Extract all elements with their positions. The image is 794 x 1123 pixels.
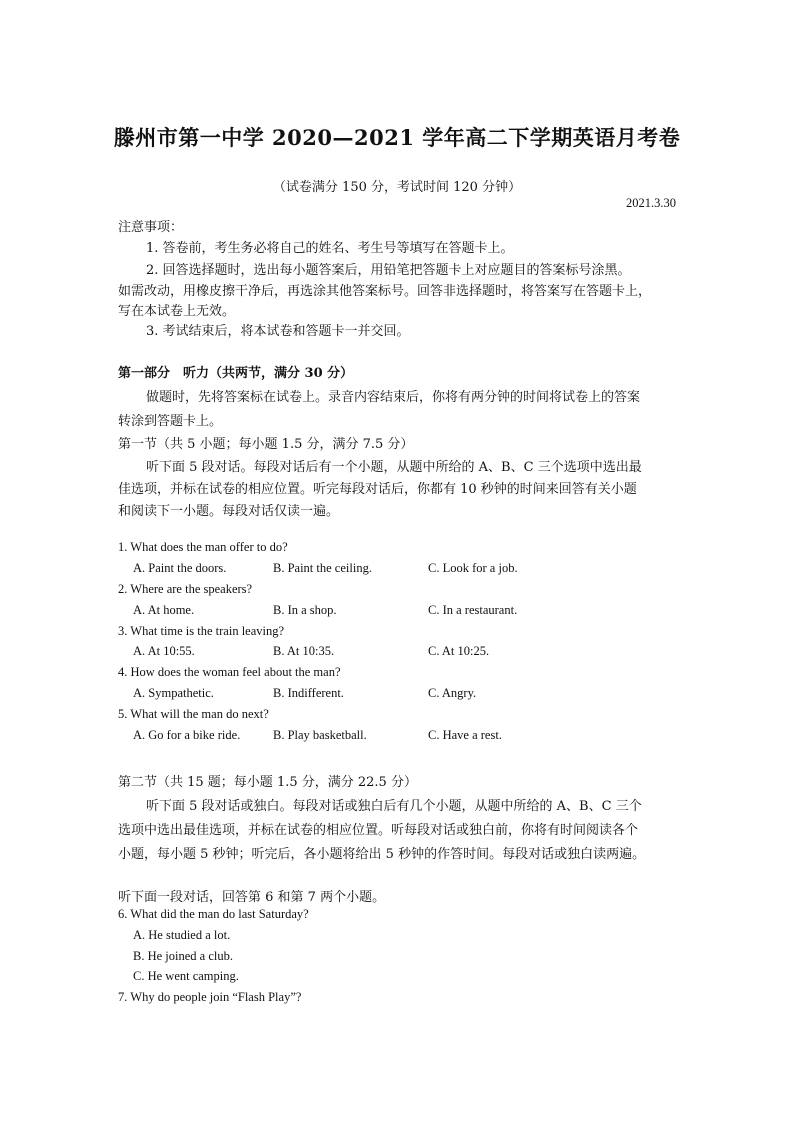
part1-heading: 第一部分 听力（共两节，满分 30 分） (118, 366, 354, 381)
question-6: 6. What did the man do last Saturday? (118, 907, 309, 921)
question-7: 7. Why do people join “Flash Play”? (118, 990, 302, 1004)
question-6-option-b: B. He joined a club. (133, 949, 233, 963)
notes-item-3: 3. 考试结束后，将本试卷和答题卡一并交回。 (146, 324, 410, 339)
section1-intro-line2: 佳选项，并标在试卷的相应位置。听完每段对话后，你都有 10 秒钟的时间来回答有关小题 (118, 482, 637, 497)
exam-date: 2021.3.30 (626, 196, 676, 210)
question-4: 4. How does the woman feel about the man? (118, 665, 341, 679)
question-3-option-c: C. At 10:25. (428, 644, 490, 658)
section1-heading: 第一节（共 5 小题；每小题 1.5 分，满分 7.5 分） (118, 437, 414, 452)
question-6-option-a: A. He studied a lot. (133, 928, 231, 942)
question-1-option-c: C. Look for a job. (428, 561, 518, 575)
part1-intro-line1: 做题时，先将答案标在试卷上。录音内容结束后，你将有两分钟的时间将试卷上的答案 (146, 390, 641, 405)
section2-heading: 第二节（共 15 题；每小题 1.5 分，满分 22.5 分） (118, 775, 417, 790)
notes-item-1: 1. 答卷前，考生务必将自己的姓名、考生号等填写在答题卡上。 (146, 241, 514, 256)
section2-intro-line1: 听下面 5 段对话或独白。每段对话或独白后有几个小题，从题中所给的 A、B、C 三个 (146, 799, 642, 814)
question-2: 2. Where are the speakers? (118, 582, 253, 596)
group-intro-6-7: 听下面一段对话，回答第 6 和第 7 两个小题。 (118, 890, 386, 905)
exam-title: 滕州市第一中学 2020—2021 学年高二下学期英语月考卷 (113, 125, 681, 150)
question-6-option-c: C. He went camping. (133, 969, 239, 983)
question-4-option-b: B. Indifferent. (273, 686, 344, 700)
question-3: 3. What time is the train leaving? (118, 624, 285, 638)
section2-intro-line3: 小题，每小题 5 秒钟；听完后，各小题将给出 5 秒钟的作答时间。每段对话或独白读两遍。 (118, 847, 646, 862)
question-1-option-a: A. Paint the doors. (133, 561, 227, 575)
question-1: 1. What does the man offer to do? (118, 540, 288, 554)
question-5-option-c: C. Have a rest. (428, 728, 502, 742)
question-3-option-b: B. At 10:35. (273, 644, 335, 658)
section1-intro-line1: 听下面 5 段对话。每段对话后有一个小题，从题中所给的 A、B、C 三个选项中选出最 (146, 460, 642, 475)
question-2-option-b: B. In a shop. (273, 603, 337, 617)
question-4-option-c: C. Angry. (428, 686, 477, 700)
question-5: 5. What will the man do next? (118, 707, 269, 721)
notes-item-2-line3: 写在本试卷上无效。 (118, 304, 236, 319)
exam-subtitle: （试卷满分 150 分，考试时间 120 分钟） (272, 180, 522, 195)
question-5-option-b: B. Play basketball. (273, 728, 367, 742)
section2-intro-line2: 选项中选出最佳选项，并标在试卷的相应位置。听每段对话或独白前，你将有时间阅读各个 (118, 823, 639, 838)
notes-item-2-line1: 2. 回答选择题时，选出每小题答案后，用铅笔把答题卡上对应题目的答案标号涂黑。 (146, 263, 631, 278)
question-3-option-a: A. At 10:55. (133, 644, 195, 658)
section1-intro-line3: 和阅读下一小题。每段对话仅读一遍。 (118, 504, 340, 519)
notes-heading: 注意事项： (118, 220, 184, 235)
question-2-option-a: A. At home. (133, 603, 195, 617)
question-1-option-b: B. Paint the ceiling. (273, 561, 372, 575)
notes-item-2-line2: 如需改动，用橡皮擦干净后，再选涂其他答案标号。回答非选择题时，将答案写在答题卡上， (118, 284, 652, 299)
question-4-option-a: A. Sympathetic. (133, 686, 214, 700)
question-2-option-c: C. In a restaurant. (428, 603, 518, 617)
part1-intro-line2: 转涂到答题卡上。 (118, 414, 223, 429)
question-5-option-a: A. Go for a bike ride. (133, 728, 241, 742)
